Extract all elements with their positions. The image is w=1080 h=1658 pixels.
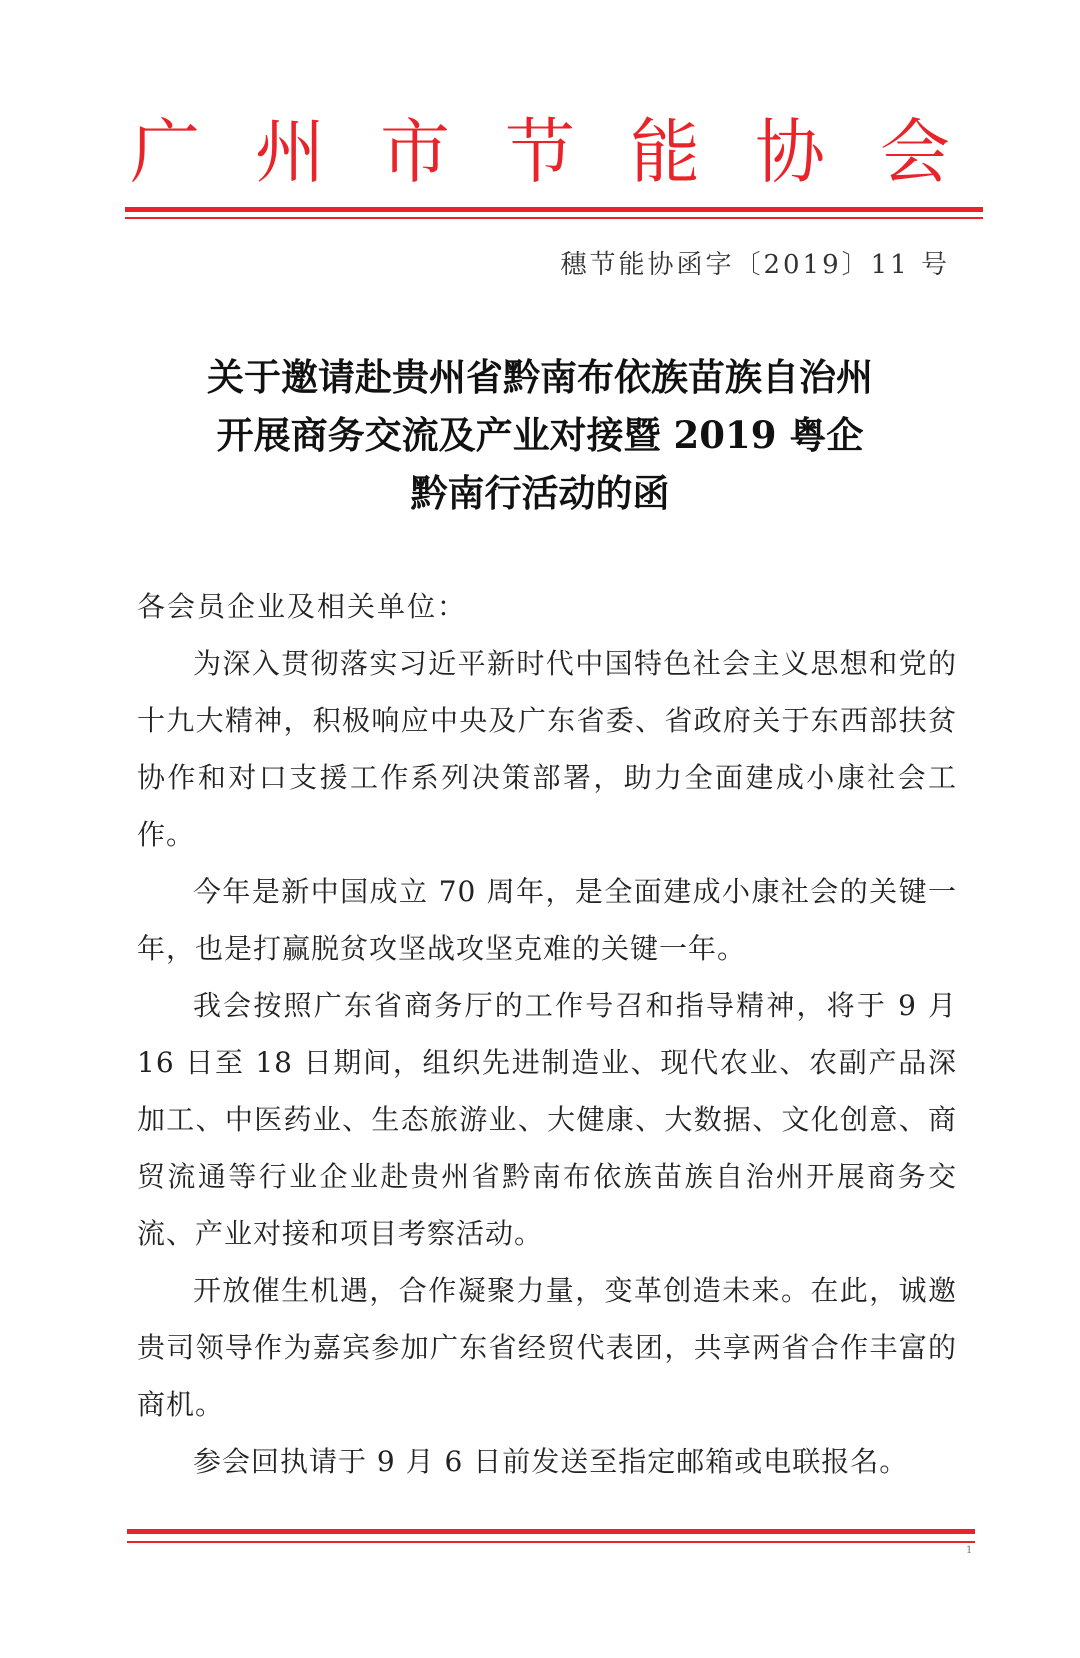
footer-rule-thin <box>127 1541 975 1543</box>
document-number: 穗节能协函字〔2019〕11 号 <box>560 250 950 280</box>
letterhead-char: 市 <box>380 111 450 193</box>
letterhead-rule-thick <box>125 207 983 212</box>
letterhead-org-name <box>130 112 950 192</box>
body-paragraph: 我会按照广东省商务厅的工作号召和指导精神，将于 9 月 16 日至 18 日期间，组织先进制造业、现代农业、农副产品深加工、中医药业、生态旅游业、大健康、大数据、文化创意、商贸流通等行业企业赴贵州省黔南布依族苗族自治州开展商务交流、产业对接和项目考察活动。 <box>137 989 957 1250</box>
salutation: 各会员企业及相关单位： <box>137 590 468 623</box>
document-title <box>0 348 1080 522</box>
body-paragraph: 参会回执请于 9 月 6 日前发送至指定邮箱或电联报名。 <box>193 1445 909 1478</box>
letterhead-char: 会 <box>880 111 950 193</box>
letterhead-char: 广 <box>130 111 200 193</box>
body-paragraph: 今年是新中国成立 70 周年，是全面建成小康社会的关键一年，也是打赢脱贫攻坚战攻坚克难的关键一年。 <box>137 875 957 965</box>
body-paragraph: 为深入贯彻落实习近平新时代中国特色社会主义思想和党的十九大精神，积极响应中央及广东省委、省政府关于东西部扶贫协作和对口支援工作系列决策部署，助力全面建成小康社会工作。 <box>137 647 957 851</box>
document-body <box>137 578 957 1490</box>
title-line: 黔南行活动的函 <box>410 471 670 515</box>
letterhead-char: 州 <box>255 111 325 193</box>
page-number: 1 <box>966 1545 973 1556</box>
title-line: 关于邀请赴贵州省黔南布依族苗族自治州 <box>207 355 873 399</box>
title-line: 开展商务交流及产业对接暨 2019 粤企 <box>216 413 864 457</box>
letterhead-rule-thin <box>125 217 983 219</box>
letterhead-char: 协 <box>755 111 825 193</box>
letterhead-char: 节 <box>505 111 575 193</box>
footer-rule-thick <box>127 1529 975 1534</box>
letterhead-char: 能 <box>630 111 700 193</box>
body-paragraph: 开放催生机遇，合作凝聚力量，变革创造未来。在此，诚邀贵司领导作为嘉宾参加广东省经贸代表团，共享两省合作丰富的商机。 <box>137 1274 957 1421</box>
